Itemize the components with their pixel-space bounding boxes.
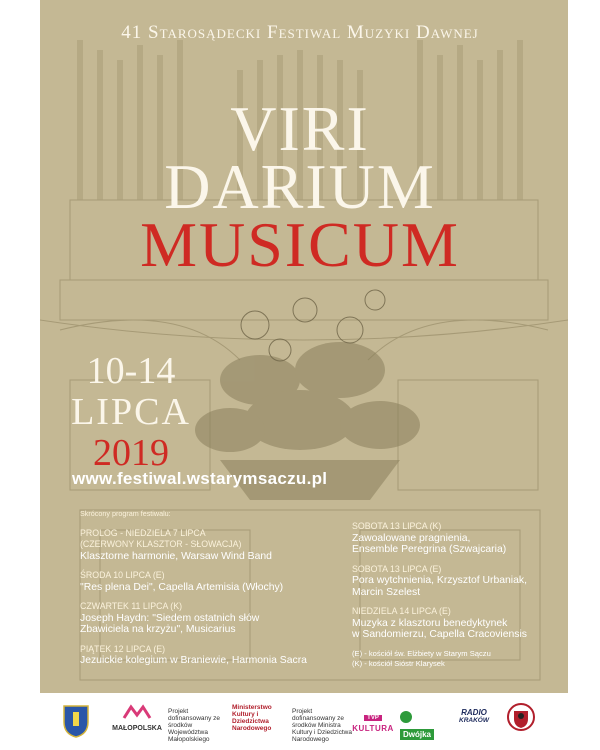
event-text: Marcin Szelest xyxy=(352,586,421,598)
sponsor-bar xyxy=(0,700,600,750)
title-line-1: VIRI xyxy=(230,93,370,164)
edition-number: 41 xyxy=(121,22,143,43)
dwojka-label: Dwójka xyxy=(400,729,434,740)
festival-url-link[interactable]: www.festiwal.wstarymsaczu.pl xyxy=(72,469,328,488)
ministry-note: Projekt dofinansowany ze środków Ministra Kultury i Dziedzictwa Narodowego xyxy=(292,708,352,743)
program-left-column xyxy=(80,508,350,675)
krakow-label: KRAKÓW xyxy=(459,717,489,724)
date-month: LIPCA xyxy=(71,391,191,433)
dwojka-icon xyxy=(400,711,412,723)
malopolska-logo xyxy=(112,704,162,732)
title-line-2: DARIUM xyxy=(164,151,436,222)
event-text: Ensemble Peregrina (Szwajcaria) xyxy=(352,544,507,555)
tvp-kultura-logo xyxy=(352,706,394,733)
title-line-3: MUSICUM xyxy=(140,209,460,280)
event-text: w Sandomierzu, Capella Cracoviensis xyxy=(352,629,527,640)
malopolska-note: Projekt dofinansowany ze środków Województwa Małopolskiego xyxy=(168,708,221,743)
festival-dates xyxy=(56,350,206,474)
venue-legend xyxy=(352,649,552,669)
ministry-logo: Ministerstwo Kultury i Dziedzictwa Narodowego xyxy=(232,704,272,732)
event-text: Joseph Haydn: "Siedem ostatnich słów xyxy=(80,612,260,624)
malopolska-label: MAŁOPOLSKA xyxy=(112,725,162,732)
event-item xyxy=(80,528,350,563)
event-head: PROLOG - NIEDZIELA 7 LIPCA xyxy=(80,527,206,538)
date-year: 2019 xyxy=(93,432,169,474)
event-text: Klasztorne harmonie, Warsaw Wind Band xyxy=(80,550,272,562)
event-head: ŚRODA 10 LIPCA (E) xyxy=(80,570,165,580)
tvp-label: TVP xyxy=(364,715,382,721)
event-text: Muzyka z klasztoru benedyktynek xyxy=(352,617,508,629)
program-note: Skrócony program festiwalu: xyxy=(80,509,171,518)
event-head: SOBOTA 13 LIPCA (K) xyxy=(352,521,442,531)
event-item xyxy=(352,564,552,599)
malopolska-icon xyxy=(122,704,152,720)
date-range: 10-14 xyxy=(86,350,176,392)
kultura-label: KULTURA xyxy=(352,724,394,733)
event-item xyxy=(80,570,350,593)
event-text: Pora wytchnienia, Krzysztof Urbaniak, xyxy=(352,575,527,586)
legend-item: (E) - kościół św. Elżbiety w Starym Sączu xyxy=(352,648,491,658)
festival-emblem xyxy=(507,702,535,737)
event-head: CZWARTEK 11 LIPCA (K) xyxy=(80,601,183,611)
legend-item: (K) - kościół Sióstr Klarysek xyxy=(352,658,445,668)
event-head: PIĄTEK 12 LIPCA (E) xyxy=(80,643,166,654)
festival-header xyxy=(0,22,600,44)
event-item xyxy=(80,601,350,636)
event-item xyxy=(352,606,552,641)
event-item xyxy=(352,521,552,556)
crest-icon xyxy=(62,704,90,738)
event-item xyxy=(80,644,350,667)
event-text: Zbawiciela na krzyżu", Musicarius xyxy=(80,624,236,635)
event-text: "Res plena Dei", Capella Artemisia (Włochy) xyxy=(80,581,284,593)
event-head: (CZERWONY KLASZTOR - SŁOWACJA) xyxy=(80,539,242,549)
dwojka-logo xyxy=(400,708,444,744)
crest-logo xyxy=(62,704,90,743)
event-head: SOBOTA 13 LIPCA (E) xyxy=(352,563,442,574)
event-head: NIEDZIELA 14 LIPCA (E) xyxy=(352,606,451,616)
program-right-column xyxy=(352,521,552,669)
festival-name: Starosądecki Festiwal Muzyki Dawnej xyxy=(148,22,479,43)
radio-krakow-logo xyxy=(452,708,496,724)
emblem-icon xyxy=(507,702,535,732)
event-text: Zawoalowane pragnienia, xyxy=(352,532,471,544)
radio-label: RADIO xyxy=(461,708,487,717)
event-text: Jezuickie kolegium w Braniewie, Harmonia Sacra xyxy=(80,655,307,666)
